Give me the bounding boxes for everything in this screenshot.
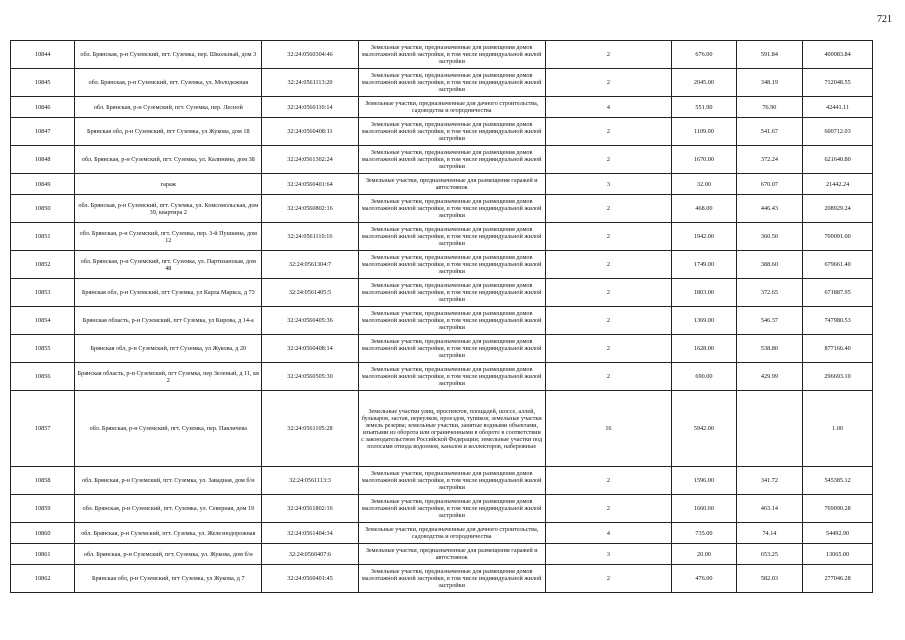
table-row	[11, 307, 873, 335]
land-use-code: 2	[545, 41, 672, 69]
cadastral-number: 32:24:0561404:34	[262, 523, 359, 544]
land-use-code: 3	[545, 544, 672, 565]
cadastral-value: 42441.11	[803, 97, 873, 118]
cadastral-number: 32:24:0560408:14	[262, 335, 359, 363]
parcel-area: 735.00	[672, 523, 736, 544]
cadastral-number: 32:24:0561302:24	[262, 146, 359, 174]
land-use-code: 2	[545, 467, 672, 495]
parcel-address: обл. Брянская, р-н Суземский, пгт. Суземка, ул. Северная, дом 19	[75, 495, 262, 523]
parcel-number: 10859	[11, 495, 75, 523]
table-row	[11, 279, 873, 307]
cadastral-number: 32:24:0561110:16	[262, 223, 359, 251]
cadastral-value: 769090.28	[803, 495, 873, 523]
specific-value: 538.80	[736, 335, 803, 363]
land-use-type: Земельные участки, предназначенные для размещения домов малоэтажной жилой застройки, в том числе индивидуальной жилой застройки	[358, 467, 545, 495]
land-use-code: 2	[545, 223, 672, 251]
cadastral-value: 277046.28	[803, 565, 873, 593]
parcel-address: обл. Брянская, р-н Суземский, пгт. Суземка, ул. Партизанская, дом 48	[75, 251, 262, 279]
table-row	[11, 41, 873, 69]
cadastral-number: 32:24:0560401:45	[262, 565, 359, 593]
land-use-type: Земельные участки, предназначенные для размещения домов малоэтажной жилой застройки, в том числе индивидуальной жилой застройки	[358, 223, 545, 251]
cadastral-number: 32:24:0560802:16	[262, 195, 359, 223]
land-use-code: 2	[545, 251, 672, 279]
table-row	[11, 223, 873, 251]
cadastral-value: 21442.24	[803, 174, 873, 195]
parcel-number: 10855	[11, 335, 75, 363]
cadastral-value: 621640.80	[803, 146, 873, 174]
land-use-code: 4	[545, 523, 672, 544]
parcel-address: Брянская обл, р-н Суземский, пгт Суземка, ул Жукова, д 20	[75, 335, 262, 363]
land-use-type: Земельные участки, предназначенные для размещения гаражей и автостоянок	[358, 174, 545, 195]
table-row	[11, 97, 873, 118]
cadastral-number: 32:24:0561304:7	[262, 251, 359, 279]
cadastral-value: 679661.40	[803, 251, 873, 279]
cadastral-number: 32:24:0560505:30	[262, 363, 359, 391]
parcel-area: 690.00	[672, 363, 736, 391]
parcel-number: 10853	[11, 279, 75, 307]
cadastral-number: 32:24:0560405:36	[262, 307, 359, 335]
land-use-code: 2	[545, 363, 672, 391]
parcel-address: гараж	[75, 174, 262, 195]
cadastral-number: 32:24:0561113:3	[262, 467, 359, 495]
parcel-address: Брянская обл, р-н Суземский, пгт Суземка, ул Жукова, д 7	[75, 565, 262, 593]
land-use-code: 2	[545, 195, 672, 223]
specific-value: 372.65	[736, 279, 803, 307]
specific-value: 582.03	[736, 565, 803, 593]
parcel-address: Брянская обл, р-н Суземский, пгт Суземка, ул Жукова, дом 18	[75, 118, 262, 146]
parcel-number: 10861	[11, 544, 75, 565]
specific-value: 76.90	[736, 97, 803, 118]
land-use-code: 2	[545, 279, 672, 307]
parcel-number: 10856	[11, 363, 75, 391]
specific-value: 429.99	[736, 363, 803, 391]
parcel-address: обл. Брянская, р-н Суземский, пгт. Суземка, ул. Комсомольская, дом 39, квартира 2	[75, 195, 262, 223]
cadastral-number: 32:24:0561113:20	[262, 69, 359, 97]
specific-value: 360.50	[736, 223, 803, 251]
parcel-address: обл. Брянская, р-н Суземский, пгт. Суземка, пер. 3-й Пушкина, дом 12	[75, 223, 262, 251]
specific-value: 388.60	[736, 251, 803, 279]
table-row	[11, 195, 873, 223]
parcel-area: 1369.00	[672, 307, 736, 335]
specific-value: 546.37	[736, 307, 803, 335]
specific-value: 591.84	[736, 41, 803, 69]
land-use-type: Земельные участки, предназначенные для размещения домов малоэтажной жилой застройки, в том числе индивидуальной жилой застройки	[358, 69, 545, 97]
parcel-number: 10862	[11, 565, 75, 593]
specific-value: 463.14	[736, 495, 803, 523]
cadastral-number: 32:24:0561105:28	[262, 391, 359, 467]
cadastral-value: 296693.10	[803, 363, 873, 391]
table-row	[11, 467, 873, 495]
land-use-type: Земельные участки, предназначенные для размещения домов малоэтажной жилой застройки, в том числе индивидуальной жилой застройки	[358, 565, 545, 593]
parcel-number: 10858	[11, 467, 75, 495]
table-row	[11, 544, 873, 565]
parcel-number: 10857	[11, 391, 75, 467]
cadastral-value: 747980.53	[803, 307, 873, 335]
parcel-number: 10846	[11, 97, 75, 118]
land-use-code: 3	[545, 174, 672, 195]
land-use-type: Земельные участки, предназначенные для размещения домов малоэтажной жилой застройки, в том числе индивидуальной жилой застройки	[358, 335, 545, 363]
land-use-code: 2	[545, 118, 672, 146]
land-use-code: 2	[545, 495, 672, 523]
land-use-type: Земельные участки, предназначенные для размещения домов малоэтажной жилой застройки, в том числе индивидуальной жилой застройки	[358, 495, 545, 523]
cadastral-value-table	[10, 40, 873, 593]
land-use-code: 2	[545, 335, 672, 363]
parcel-area: 20.00	[672, 544, 736, 565]
parcel-number: 10849	[11, 174, 75, 195]
cadastral-number: 32:24:0560304:46	[262, 41, 359, 69]
land-use-type: Земельные участки, предназначенные для размещения домов малоэтажной жилой застройки, в том числе индивидуальной жилой застройки	[358, 146, 545, 174]
parcel-address: Брянская область, р-н Суземский, пгт Суземка, пер Зеленый, д 11, кв 2	[75, 363, 262, 391]
land-use-type: Земельные участки, предназначенные для дачного строительства, садоводства и огородничества	[358, 523, 545, 544]
parcel-address: обл. Брянская, р-н Суземский, пгт. Суземка, ул. Калинина, дом 38	[75, 146, 262, 174]
cadastral-value: 13065.00	[803, 544, 873, 565]
parcel-area: 32.00	[672, 174, 736, 195]
cadastral-number: 32:24:0560408:11	[262, 118, 359, 146]
land-use-code: 16	[545, 391, 672, 467]
cadastral-value: 400083.84	[803, 41, 873, 69]
land-use-type: Земельные участки улиц, проспектов, площадей, шоссе, аллей, бульваров, застав, переулков, проездов, тупиков; земельные участки земель резерва; земельные участки, занятые водными объектами, изъятыми из оборота или ограниченными в обороте в соответствии с законодательством Российской Федерации; земельные участки под полосами отвода водоемов, каналов и коллекторов, набережные	[358, 391, 545, 467]
table-body	[11, 41, 873, 593]
parcel-number: 10860	[11, 523, 75, 544]
parcel-address: обл. Брянская, р-н Суземский, пгт. Суземка, пер. Школьный, дом 3	[75, 41, 262, 69]
land-use-code: 2	[545, 69, 672, 97]
specific-value: 341.72	[736, 467, 803, 495]
parcel-number: 10852	[11, 251, 75, 279]
table-row	[11, 174, 873, 195]
land-use-type: Земельные участки, предназначенные для размещения гаражей и автостоянок	[358, 544, 545, 565]
parcel-area: 1660.60	[672, 495, 736, 523]
parcel-number: 10847	[11, 118, 75, 146]
cadastral-value: 712048.55	[803, 69, 873, 97]
parcel-number: 10851	[11, 223, 75, 251]
parcel-address: обл. Брянская, р-н Суземский, пгт. Суземка, ул. Молодежная	[75, 69, 262, 97]
land-use-type: Земельные участки, предназначенные для дачного строительства, садоводства и огородничества	[358, 97, 545, 118]
specific-value: 372.24	[736, 146, 803, 174]
parcel-number: 10844	[11, 41, 75, 69]
cadastral-value: 877166.40	[803, 335, 873, 363]
land-use-type: Земельные участки, предназначенные для размещения домов малоэтажной жилой застройки, в том числе индивидуальной жилой застройки	[358, 41, 545, 69]
cadastral-value: 671887.95	[803, 279, 873, 307]
land-use-code: 4	[545, 97, 672, 118]
cadastral-value: 545385.12	[803, 467, 873, 495]
land-use-type: Земельные участки, предназначенные для размещения домов малоэтажной жилой застройки, в том числе индивидуальной жилой застройки	[358, 118, 545, 146]
parcel-area: 1670.00	[672, 146, 736, 174]
land-use-type: Земельные участки, предназначенные для размещения домов малоэтажной жилой застройки, в том числе индивидуальной жилой застройки	[358, 251, 545, 279]
specific-value: 541.67	[736, 118, 803, 146]
table-row	[11, 335, 873, 363]
cadastral-value: 54492.90	[803, 523, 873, 544]
table-row	[11, 251, 873, 279]
parcel-area: 1628.00	[672, 335, 736, 363]
cadastral-number: 32:24:0561802:16	[262, 495, 359, 523]
specific-value: 446.43	[736, 195, 803, 223]
cadastral-value: 600712.03	[803, 118, 873, 146]
table-row	[11, 146, 873, 174]
parcel-area: 1942.00	[672, 223, 736, 251]
table-row	[11, 391, 873, 467]
parcel-address: обл. Брянская, р-н Суземский, пгт. Суземка, пер. Лесной	[75, 97, 262, 118]
table-row	[11, 69, 873, 97]
land-use-type: Земельные участки, предназначенные для размещения домов малоэтажной жилой застройки, в том числе индивидуальной жилой застройки	[358, 279, 545, 307]
cadastral-number: 32:24:0560401:64	[262, 174, 359, 195]
table-row	[11, 495, 873, 523]
specific-value: 670.07	[736, 174, 803, 195]
cadastral-value: 700091.00	[803, 223, 873, 251]
parcel-address: обл. Брянская, р-н Суземский, пгт. Суземка, ул. Жукова, дом б/н	[75, 544, 262, 565]
land-use-type: Земельные участки, предназначенные для размещения домов малоэтажной жилой застройки, в том числе индивидуальной жилой застройки	[358, 195, 545, 223]
parcel-area: 1803.00	[672, 279, 736, 307]
parcel-area: 551.90	[672, 97, 736, 118]
cadastral-number: 32:24:0560110:14	[262, 97, 359, 118]
cadastral-number: 32:24:0560407:6	[262, 544, 359, 565]
parcel-area: 676.00	[672, 41, 736, 69]
specific-value: 348.19	[736, 69, 803, 97]
land-use-code: 2	[545, 565, 672, 593]
land-use-type: Земельные участки, предназначенные для размещения домов малоэтажной жилой застройки, в том числе индивидуальной жилой застройки	[358, 363, 545, 391]
table-row	[11, 118, 873, 146]
cadastral-number: 32:24:0561405:5	[262, 279, 359, 307]
parcel-area: 5942.00	[672, 391, 736, 467]
parcel-number: 10845	[11, 69, 75, 97]
parcel-area: 468.00	[672, 195, 736, 223]
parcel-address: обл. Брянская, р-н Суземский, пгт. Суземка, пер. Павличева	[75, 391, 262, 467]
land-use-code: 2	[545, 146, 672, 174]
parcel-address: обл. Брянская, р-н Суземский, пгт. Суземка, ул. Железнодорожная	[75, 523, 262, 544]
parcel-area: 1749.00	[672, 251, 736, 279]
parcel-address: обл. Брянская, р-н Суземский, пгт. Суземка, ул. Завадная, дом б/н	[75, 467, 262, 495]
page-number: 721	[877, 14, 892, 25]
parcel-address: Брянская обл, р-н Суземский, пгт Суземка, ул Карла Маркса, д 73	[75, 279, 262, 307]
parcel-number: 10854	[11, 307, 75, 335]
specific-value: 74.14	[736, 523, 803, 544]
parcel-area: 476.00	[672, 565, 736, 593]
specific-value	[736, 391, 803, 467]
specific-value: 653.25	[736, 544, 803, 565]
parcel-number: 10848	[11, 146, 75, 174]
parcel-area: 2045.00	[672, 69, 736, 97]
parcel-area: 1109.00	[672, 118, 736, 146]
cadastral-value: 208929.24	[803, 195, 873, 223]
parcel-area: 1596.00	[672, 467, 736, 495]
parcel-number: 10850	[11, 195, 75, 223]
land-use-type: Земельные участки, предназначенные для размещения домов малоэтажной жилой застройки, в том числе индивидуальной жилой застройки	[358, 307, 545, 335]
parcel-address: Брянская область, р-н Суземский, пгт Суземка, ул Кирова, д 14-а	[75, 307, 262, 335]
table-row	[11, 523, 873, 544]
cadastral-value: 1.00	[803, 391, 873, 467]
table-row	[11, 363, 873, 391]
table-row	[11, 565, 873, 593]
land-use-code: 2	[545, 307, 672, 335]
